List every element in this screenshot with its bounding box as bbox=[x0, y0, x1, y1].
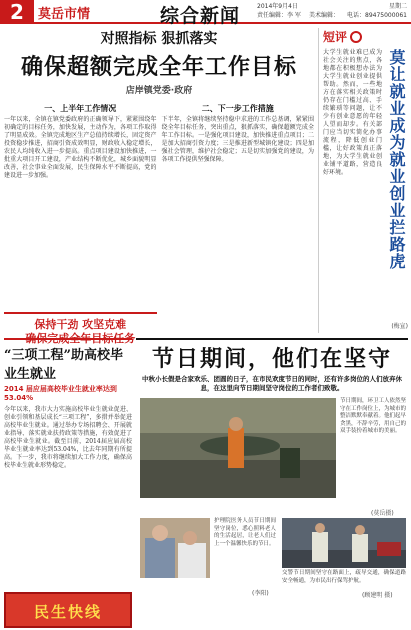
issue-date: 2014年9月4日 bbox=[257, 3, 298, 10]
section-title: 综合新闻 bbox=[159, 5, 240, 27]
sanitation-caption: 节日期间，环卫工人依然坚守在工作岗位上，为城市的整洁默默奉献着。他们起早贪黑，不辞辛劳，用自己的双手装扮着城市的美丽。 bbox=[340, 398, 407, 434]
lead-column-2 bbox=[162, 100, 315, 346]
issue-weekday: 星期二 bbox=[388, 3, 407, 10]
employment-text: 今年以来，我市大力实施高校毕业生就业促进、创业引领和基层成长“三项工程”，多措并举促进高校毕业生就业。通过举办专场招聘会、开展就业指导、落实就业扶持政策等措施，有效促进了高校毕业生就业。截至目前，2014届应届高校毕业生就业率达到53.04%，比去年同期有所提高。下一步，我市将继续加大工作力度，确保高校毕业生就业形势稳定。 bbox=[4, 406, 132, 469]
employment-story bbox=[4, 338, 132, 621]
lead-story bbox=[4, 28, 314, 345]
commentary-title: 莫让就业成为就业创业拦路虎 bbox=[387, 49, 406, 270]
commentary-column bbox=[318, 28, 408, 333]
nursing-home-caption: 护理院医务人员节日期间坚守岗位，悉心照料老人的生活起居，让老人们过上一个温馨快乐的节日。 bbox=[214, 518, 276, 547]
masthead bbox=[0, 0, 411, 27]
holiday-lede: 中秋小长假是合家欢乐、团圆的日子，在市民欢度节日的同时，还有许多岗位的人们放弃休息，在这里向节日期间坚守岗位的工作者们致敬。 bbox=[142, 375, 402, 392]
part1-text: 一年以来，全镇在镇党委政府的正确领导下，紧紧围绕年初确定的目标任务，加快发展，主动作为，各项工作取得了明显成效。全镇完成地区生产总值持续增长，固定资产投资稳步推进，招商引资成效明显，财政收入稳定增长，农民人均纯收入进一步提高。重点项目建设加快推进，一批重大项目开工建设，产业结构不断优化，城乡面貌明显改善，社会事业全面发展，民生保障水平不断提高，党的建设进一步加强。 bbox=[4, 116, 157, 179]
nursing-home-photo bbox=[140, 518, 210, 578]
section-name: 莫岳市情 bbox=[38, 7, 91, 22]
lead-kicker: 对照指标 狠抓落实 bbox=[100, 31, 218, 47]
commentary-text: 大学生就业难已成为社会关注的焦点，各地都在积极想办法为大学生就业创业提供帮助。然而，一些地方在落实相关政策时仍存在门槛过高、手续繁琐等问题，让不少有创业意愿的年轻人望而却步。有关部门应当切实简化办事流程，降低创业门槛，让好政策真正落地，为大学生就业创业铺平道路，营造良好环境。 bbox=[323, 49, 382, 176]
traffic-police-photo bbox=[282, 518, 406, 568]
page-number: 2 bbox=[0, 0, 34, 24]
lead-headline: 确保超额完成全年工作目标 bbox=[20, 55, 297, 80]
slogan-line-1: 保持干劲 攻坚克难 bbox=[34, 318, 127, 331]
ad-banner: 民生快线 bbox=[4, 592, 132, 628]
commentary-label bbox=[323, 28, 408, 45]
issue-editor: 责任编辑：李 军 bbox=[257, 12, 301, 19]
part1-title: 一、上半年工作情况 bbox=[44, 104, 117, 113]
issue-info bbox=[257, 2, 407, 20]
lead-byline: 店岸镇党委·政府 bbox=[125, 86, 193, 96]
commentary-author: (梅宣) bbox=[391, 323, 408, 330]
part2-text: 下半年，全镇将继续坚持稳中求进的工作总基调，紧紧围绕全年目标任务，突出重点，狠抓落实，确保超额完成全年工作目标。一是强化项目建设，加快推进重点项目；二是加大招商引资力度；三是推进新型城镇化建设；四是加强社会管理，维护社会稳定；五是切实加强党的建设，为各项工作提供坚强保障。 bbox=[161, 116, 314, 163]
commentary-label-text: 短评 bbox=[323, 30, 348, 44]
traffic-police-credit: (顾建明 摄) bbox=[362, 592, 393, 599]
employment-subtitle: 2014 届应届高校毕业生就业率达到 53.04% bbox=[4, 385, 117, 402]
employment-title: “三项工程”助高校毕业生就业 bbox=[4, 348, 123, 382]
issue-phone: 电话：89475000061 bbox=[347, 12, 407, 19]
lead-column-1 bbox=[4, 100, 157, 346]
sanitation-credit: (莫岳摄) bbox=[371, 510, 394, 517]
traffic-police-caption: 交警节日期间坚守在路面上，疏导交通，确保道路安全畅通，为市民出行保驾护航。 bbox=[282, 570, 406, 584]
holiday-story bbox=[136, 338, 408, 599]
circle-ornament-icon bbox=[350, 31, 362, 43]
holiday-headline: 节日期间，他们在坚守 bbox=[151, 347, 392, 372]
issue-art-editor: 美术编辑： bbox=[308, 12, 339, 19]
nursing-home-credit: (李阳) bbox=[252, 590, 269, 597]
slogan-line-2: 确保完成全年目标任务 bbox=[25, 332, 136, 345]
sanitation-worker-photo bbox=[140, 398, 336, 498]
part2-title: 二、下一步工作措施 bbox=[201, 104, 274, 113]
